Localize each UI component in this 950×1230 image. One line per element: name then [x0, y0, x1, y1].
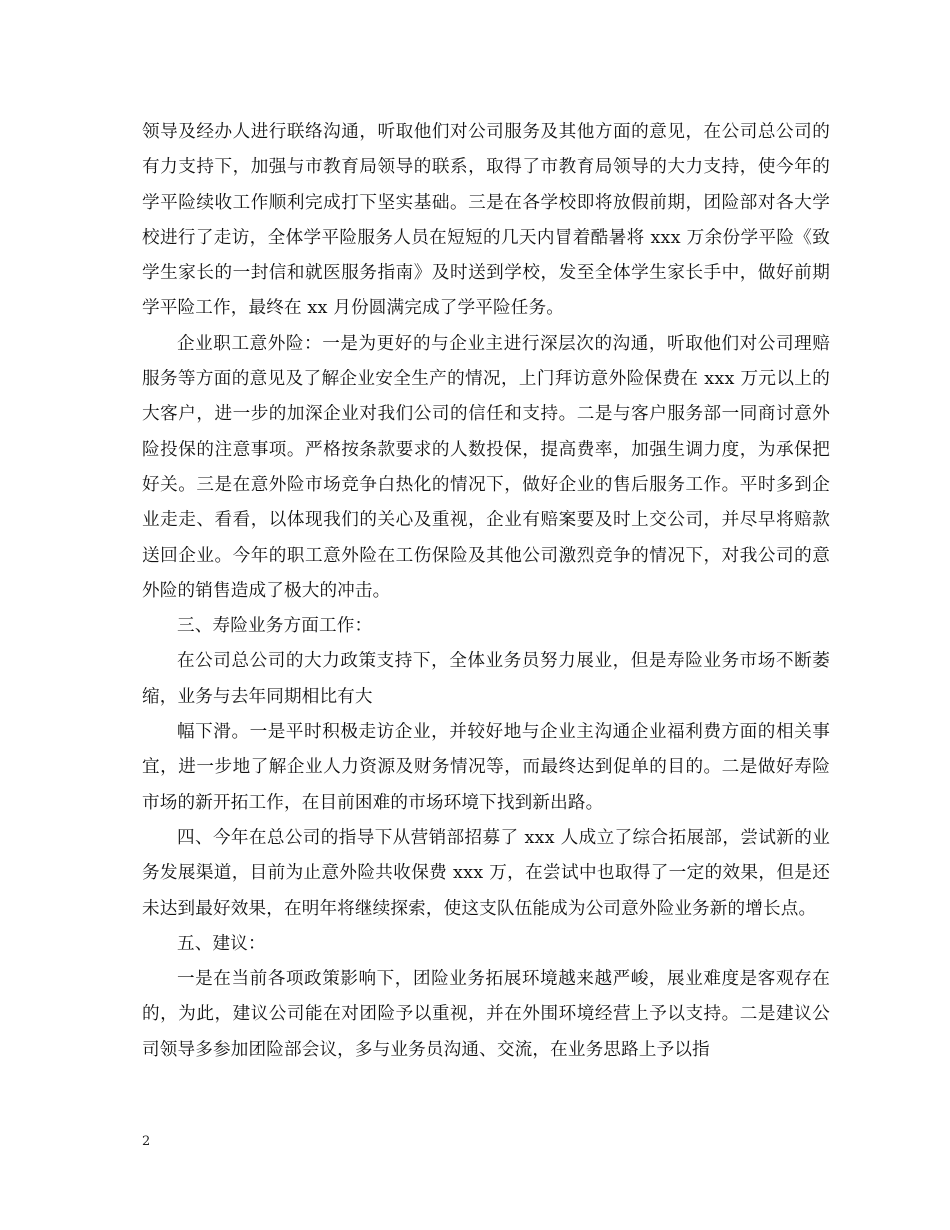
section-heading: 五、建议：: [177, 933, 266, 954]
paragraph: 四、今年在总公司的指导下从营销部招募了 xxx 人成立了综合拓展部，尝试新的业务发展渠道，目前为止意外险共收保费 xxx 万，在尝试中也取得了一定的效果，但是还未达到最好效果，在明年将继续探索，使这支队伍能成为公司意外险业务新的增长点。: [142, 827, 830, 919]
paragraph: 一是在当前各项政策影响下，团险业务拓展环境越来越严峻，展业难度是客观存在的，为此，建议公司能在对团险予以重视，并在外围环境经营上予以支持。二是建议公司领导多参加团险部会议，多与业务员沟通、交流，在业务思路上予以指: [142, 969, 830, 1060]
body-text: [142, 115, 830, 1068]
paragraph: 领导及经办人进行联络沟通，听取他们对公司服务及其他方面的意见，在公司总公司的有力支持下，加强与市教育局领导的联系，取得了市教育局领导的大力支持，使今年的学平险续收工作顺利完成打下坚实基础。三是在各学校即将放假前期，团险部对各大学校进行了走访，全体学平险服务人员在短短的几天内冒着酷暑将 xxx 万余份学平险《致学生家长的一封信和就医服务指南》及时送到学校，发至全体学生家长手中，做好前期学平险工作，最终在 xx 月份圆满完成了学平险任务。: [142, 122, 830, 319]
paragraph: 在公司总公司的大力政策支持下，全体业务员努力展业，但是寿险业务市场不断萎缩，业务与去年同期相比有大: [142, 651, 830, 707]
section-heading: 三、寿险业务方面工作：: [177, 616, 373, 637]
paragraph: 幅下滑。一是平时积极走访企业，并较好地与企业主沟通企业福利费方面的相关事宜，进一步地了解企业人力资源及财务情况等，而最终达到促单的目的。二是做好寿险市场的新开拓工作，在目前困难的市场环境下找到新出路。: [142, 722, 830, 813]
page-number: 2: [142, 1134, 151, 1149]
paragraph: 企业职工意外险：一是为更好的与企业主进行深层次的沟通，听取他们对公司理赔服务等方面的意见及了解企业安全生产的情况，上门拜访意外险保费在 xxx 万元以上的大客户，进一步的加深企业对我们公司的信任和支持。二是与客户服务部一同商讨意外险投保的注意事项。严格按条款要求的人数投保，提高费率，加强生调力度，为承保把好关。三是在意外险市场竞争白热化的情况下，做好企业的售后服务工作。平时多到企业走走、看看，以体现我们的关心及重视，企业有赔案要及时上交公司，并尽早将赔款送回企业。今年的职工意外险在工伤保险及其他公司激烈竞争的情况下，对我公司的意外险的销售造成了极大的冲击。: [142, 333, 830, 601]
